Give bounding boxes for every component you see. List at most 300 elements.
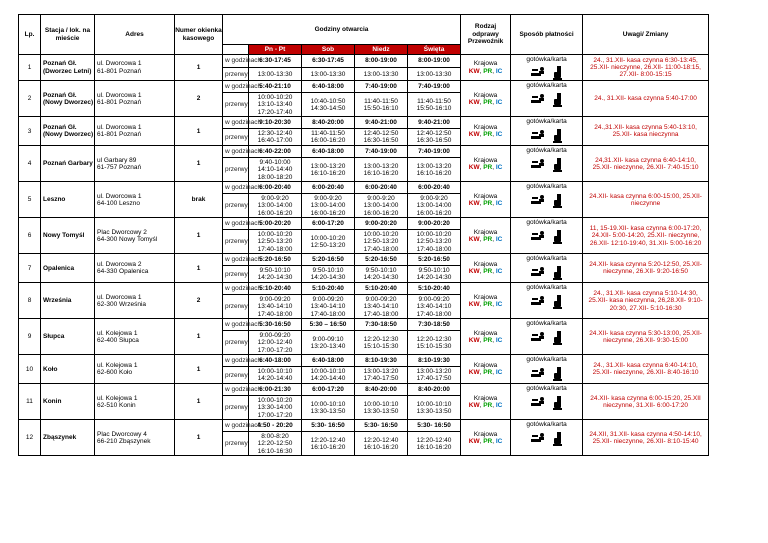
opening-hours: 7:40-19:00: [355, 81, 408, 93]
carrier-types: [461, 301, 510, 308]
break-hours: 13:00-13:20 16:10-16:20: [408, 158, 461, 182]
break-hours: 10:00-10:20 13:30-14:00 17:00-17:20: [249, 396, 302, 420]
address-street: ul. Dworcowa 2: [97, 261, 142, 268]
station-name: Września: [41, 283, 95, 319]
row-lp: 4: [19, 146, 41, 182]
station-address: [95, 254, 175, 283]
carrier-pr: PR: [483, 235, 493, 243]
carrier-types: [461, 402, 510, 409]
payment-cell: [511, 117, 583, 146]
schedule-table: [18, 14, 709, 456]
table-row: [19, 319, 709, 331]
remarks: 24.XII- kasa czynna 6:00-15:20, 25.XII nieczynne, 31.XII- 6:00-17:20: [583, 384, 709, 420]
break-hours: 10:00-10:20 13:10-13:40 17:20-17:40: [249, 93, 302, 117]
payment-icons: [511, 432, 582, 446]
carrier-kw: KW: [468, 98, 480, 106]
payment-cell: [511, 384, 583, 420]
carrier-ic: IC: [495, 437, 503, 445]
break-hours: 12:20-12:30 15:10-15:30: [355, 331, 408, 355]
remarks: 24,31.XII- kasa czynna 6:40-14:10, 25.XII- nieczynne, 26.XII- 7:40-15:10: [583, 146, 709, 182]
opening-hours: 6:00-17:20: [302, 218, 355, 230]
carrier-sep: ,: [479, 67, 482, 75]
break-hours: 12:40-12:50 16:30-16:50: [355, 129, 408, 146]
break-hours: 9:00-09:20 13:40-14:10 17:40-18:00: [355, 295, 408, 319]
payment-cell: [511, 254, 583, 283]
day-sob: Sob: [302, 45, 355, 55]
address-city: 64-300 Nowy Tomyśl: [97, 235, 158, 243]
carrier-ic: IC: [495, 300, 503, 308]
coin-hand-icon: [530, 295, 546, 307]
remarks: 24.,31.XII- kasa czynna 5:40-13:10, 25.XII- kasa nieczynna: [583, 117, 709, 146]
label-w-godzinach: w godzinach: [223, 355, 249, 367]
payment-text: gotówka/karta: [526, 219, 567, 227]
opening-hours: 7:40-19:00: [355, 146, 408, 158]
carrier-cell: [461, 384, 511, 420]
table-row: [19, 283, 709, 295]
window-number: 1: [175, 319, 223, 355]
opening-hours: 9:40-21:00: [355, 117, 408, 129]
opening-hours: 5:10-20:40: [408, 283, 461, 295]
coin-hand-icon: [530, 367, 546, 379]
carrier-pr: PR: [483, 369, 493, 377]
row-lp: 8: [19, 283, 41, 319]
label-w-godzinach: w godzinach: [223, 420, 249, 432]
carrier-cell: [461, 319, 511, 355]
break-hours: 9:00-9:20 13:00-14:00 16:00-16:20: [355, 194, 408, 218]
carrier-name: Krajowa: [473, 394, 498, 402]
payment-cell: [511, 283, 583, 319]
address-street: ul. Kolejowa 1: [97, 362, 138, 369]
card-hand-icon: [552, 266, 564, 280]
opening-hours: 5:30- 16:50: [355, 420, 408, 432]
carrier-types: [461, 369, 510, 376]
window-number: 1: [175, 117, 223, 146]
address-city: 62-600 Koło: [97, 369, 133, 377]
break-hours: 9:00-9:20 13:00-14:00 16:00-16:20: [302, 194, 355, 218]
col-uwagi: Uwagi/ Zmiany: [583, 15, 709, 55]
break-hours: 9:40-10:00 14:10-14:40 18:00-18:20: [249, 158, 302, 182]
card-hand-icon: [552, 295, 564, 309]
coin-hand-icon: [530, 129, 546, 141]
carrier-sep: ,: [479, 437, 482, 445]
break-hours: 10:00-10:20 12:50-13:20: [302, 230, 355, 254]
carrier-sep: ,: [479, 369, 482, 377]
carrier-ic: IC: [495, 199, 503, 207]
carrier-sep: ,: [479, 401, 482, 409]
break-hours: 10:00-10:20 12:50-13:20 17:40-18:00: [355, 230, 408, 254]
payment-cell: [511, 319, 583, 355]
station-name: Słupca: [41, 319, 95, 355]
window-number: 1: [175, 218, 223, 254]
payment-text: gotówka/karta: [526, 356, 567, 364]
break-hours: 9:50-10:10 14:20-14:30: [355, 266, 408, 283]
schedule-body: [19, 55, 709, 456]
payment-icons: [511, 129, 582, 143]
carrier-kw: KW: [468, 235, 480, 243]
station-address: [95, 146, 175, 182]
day-swieta: Święta: [408, 45, 461, 55]
carrier-sep: ,: [492, 131, 495, 139]
break-hours: 12:40-12:50 16:30-16:50: [408, 129, 461, 146]
carrier-ic: IC: [495, 131, 503, 139]
remarks: 24.XII- kasa czynna 6:00-15:00, 25.XII- nieczynne: [583, 182, 709, 218]
payment-icons: [511, 66, 582, 80]
break-hours: 12:20-12:30 15:10-15:30: [408, 331, 461, 355]
address-street: ul. Dworcowa 1: [97, 293, 142, 301]
remarks: 11, 15-19.XII- kasa czynna 6:00-17:20, 24.XII- 5:00-14:20, 25.XII- nieczynne, 26.XII- 12:10-19:40, 31.XII- 5:00-16:20: [583, 218, 709, 254]
address-street: ul. Kolejowa 1: [97, 394, 138, 402]
payment-cell: [511, 355, 583, 384]
label-w-godzinach: w godzinach: [223, 55, 249, 68]
carrier-sep: ,: [479, 131, 482, 139]
carrier-types: [461, 337, 510, 344]
remarks: 24.XII- kasa czynna 5:30-13:00, 25.XII- nieczynne, 26.XII- 9:30-15:00: [583, 319, 709, 355]
row-lp: 2: [19, 81, 41, 117]
table-row: [19, 355, 709, 367]
card-hand-icon: [552, 367, 564, 381]
opening-hours: 8:10-19:30: [355, 355, 408, 367]
carrier-sep: ,: [479, 235, 482, 243]
card-hand-icon: [552, 194, 564, 208]
opening-hours: 6:00-20:40: [302, 182, 355, 194]
card-hand-icon: [552, 230, 564, 244]
carrier-pr: PR: [483, 199, 493, 207]
address-city: 62-510 Konin: [97, 401, 136, 409]
station-address: [95, 283, 175, 319]
coin-hand-icon: [530, 266, 546, 278]
payment-text: gotówka/karta: [526, 385, 567, 393]
station-name: Konin: [41, 384, 95, 420]
row-lp: 7: [19, 254, 41, 283]
row-lp: 10: [19, 355, 41, 384]
address-city: 62-400 Słupca: [97, 336, 139, 344]
table-row: [19, 420, 709, 432]
opening-hours: 8:40-20:00: [408, 384, 461, 396]
carrier-cell: [461, 218, 511, 254]
coin-hand-icon: [530, 66, 546, 78]
opening-hours: 6:00-20:40: [408, 182, 461, 194]
opening-hours: 6:40-22:00: [249, 146, 302, 158]
carrier-sep: ,: [492, 98, 495, 106]
opening-hours: 6:00-20:40: [355, 182, 408, 194]
coin-hand-icon: [530, 158, 546, 170]
opening-hours: 6:40-18:00: [249, 355, 302, 367]
opening-hours: 7:30-18:50: [408, 319, 461, 331]
break-hours: 10:00-10:10 13:30-13:50: [408, 396, 461, 420]
payment-text: gotówka/karta: [526, 421, 567, 429]
table-row: [19, 254, 709, 266]
carrier-name: Krajowa: [473, 156, 498, 164]
col-platnosci: Sposób płatności: [511, 15, 583, 55]
opening-hours: 7:40-19:00: [408, 81, 461, 93]
station-name: Poznań Garbary: [41, 146, 95, 182]
opening-hours: 6:00-21:30: [249, 384, 302, 396]
break-hours: 8:00-8:20 12:20-12:50 16:10-16:30: [249, 432, 302, 456]
break-hours: 9:00-09:20 13:40-14:10 17:40-18:00: [249, 295, 302, 319]
carrier-types: [461, 438, 510, 445]
break-hours: 10:00-10:20 12:50-13:20 17:40-18:00: [249, 230, 302, 254]
station-name: Koło: [41, 355, 95, 384]
table-row: [19, 218, 709, 230]
carrier-sep: ,: [492, 67, 495, 75]
opening-hours: 6:40-18:00: [302, 81, 355, 93]
opening-hours: 4:50 - 20:20: [249, 420, 302, 432]
row-lp: 12: [19, 420, 41, 456]
station-name: Poznań Gł. (Dworzec Letni): [41, 55, 95, 81]
break-hours: 11:40-11:50 15:50-16:10: [355, 93, 408, 117]
row-lp: 3: [19, 117, 41, 146]
coin-hand-icon: [530, 194, 546, 206]
address-city: 62-300 Września: [97, 300, 147, 308]
station-address: [95, 319, 175, 355]
payment-icons: [511, 93, 582, 107]
label-w-godzinach: w godzinach: [223, 319, 249, 331]
carrier-name: Krajowa: [473, 430, 498, 438]
opening-hours: 6:40-18:00: [302, 146, 355, 158]
card-hand-icon: [552, 396, 564, 410]
address-city: 61-801 Poznań: [97, 131, 142, 139]
coin-hand-icon: [530, 432, 546, 444]
carrier-types: [461, 131, 510, 138]
carrier-sep: ,: [479, 98, 482, 106]
carrier-types: [461, 200, 510, 207]
payment-text: gotówka/karta: [526, 118, 567, 126]
carrier-kw: KW: [468, 131, 480, 139]
opening-hours: 8:40-20:00: [355, 384, 408, 396]
break-hours: 10:00-10:20 12:50-13:20 17:40-18:00: [408, 230, 461, 254]
payment-cell: [511, 420, 583, 456]
payment-text: gotówka/karta: [526, 147, 567, 155]
break-hours: 9:00-9:20 13:00-14:00 16:00-16:20: [249, 194, 302, 218]
card-hand-icon: [552, 432, 564, 446]
remarks: 24., 31.XII- kasa czynna 5:40-17:00: [583, 81, 709, 117]
payment-cell: [511, 182, 583, 218]
carrier-pr: PR: [483, 300, 493, 308]
opening-hours: 6:40-18:00: [302, 355, 355, 367]
window-number: 2: [175, 81, 223, 117]
col-odprawy: Rodzaj odprawy Przewoźnik: [461, 15, 511, 55]
break-hours: 13:00-13:30: [249, 68, 302, 81]
opening-hours: 5:30-16:50: [249, 319, 302, 331]
carrier-name: Krajowa: [473, 228, 498, 236]
carrier-name: Krajowa: [473, 329, 498, 337]
carrier-sep: ,: [492, 336, 495, 344]
carrier-cell: [461, 182, 511, 218]
opening-hours: 5:10-20:40: [249, 283, 302, 295]
carrier-kw: KW: [468, 67, 480, 75]
carrier-sep: ,: [492, 235, 495, 243]
break-hours: 13:00-13:20 16:10-16:20: [355, 158, 408, 182]
break-hours: 9:50-10:10 14:20-14:30: [302, 266, 355, 283]
address-street: ul. Dworcowa 1: [97, 192, 142, 200]
carrier-kw: KW: [468, 437, 480, 445]
payment-icons: [511, 367, 582, 381]
window-number: brak: [175, 182, 223, 218]
carrier-types: [461, 68, 510, 75]
window-number: 1: [175, 355, 223, 384]
carrier-types: [461, 236, 510, 243]
carrier-sep: ,: [492, 163, 495, 171]
label-przerwy: przerwy: [223, 230, 249, 254]
carrier-kw: KW: [468, 369, 480, 377]
col-adres: Adres: [95, 15, 175, 55]
label-w-godzinach: w godzinach: [223, 81, 249, 93]
coin-hand-icon: [530, 331, 546, 343]
station-address: [95, 355, 175, 384]
station-name: Nowy Tomyśl: [41, 218, 95, 254]
payment-icons: [511, 295, 582, 309]
opening-hours: 6:00-20:40: [249, 182, 302, 194]
address-city: 64-100 Leszno: [97, 199, 141, 207]
break-hours: 13:00-13:30: [302, 68, 355, 81]
row-lp: 11: [19, 384, 41, 420]
payment-text: gotówka/karta: [526, 255, 567, 263]
window-number: 1: [175, 55, 223, 81]
carrier-ic: IC: [495, 401, 503, 409]
label-przerwy: przerwy: [223, 396, 249, 420]
col-godziny: Godziny otwarcia: [223, 15, 461, 45]
card-hand-icon: [552, 331, 564, 345]
card-hand-icon: [552, 93, 564, 107]
carrier-pr: PR: [483, 131, 493, 139]
carrier-name: Krajowa: [473, 261, 498, 268]
label-przerwy: przerwy: [223, 331, 249, 355]
break-hours: 11:40-11:50 16:00-16:20: [302, 129, 355, 146]
row-lp: 1: [19, 55, 41, 81]
carrier-name: Krajowa: [473, 192, 498, 200]
opening-hours: 6:30-17:45: [302, 55, 355, 68]
label-w-godzinach: w godzinach: [223, 146, 249, 158]
payment-text: gotówka/karta: [526, 320, 567, 328]
label-przerwy: przerwy: [223, 266, 249, 283]
carrier-cell: [461, 355, 511, 384]
payment-cell: [511, 146, 583, 182]
remarks: 24., 31.XII- kasa czynna 5:10-14:30, 25.XII- kasa nieczynna, 26,28.XII- 9:10-20:30, 27.XII- 5:10-16:30: [583, 283, 709, 319]
payment-text: gotówka/karta: [526, 82, 567, 90]
col-okienka: Numer okienka kasowego: [175, 15, 223, 55]
break-hours: 13:00-13:20 17:40-17:50: [408, 367, 461, 384]
station-name: Poznań Gł. (Nowy Dworzec): [41, 81, 95, 117]
carrier-pr: PR: [483, 401, 493, 409]
label-w-godzinach: w godzinach: [223, 218, 249, 230]
payment-text: gotówka/karta: [526, 284, 567, 292]
label-przerwy: przerwy: [223, 194, 249, 218]
opening-hours: 9:00-20:20: [355, 218, 408, 230]
day-niedz: Niedz: [355, 45, 408, 55]
opening-hours: 8:00-19:00: [408, 55, 461, 68]
station-address: [95, 182, 175, 218]
break-hours: 10:00-10:10 14:20-14:40: [249, 367, 302, 384]
carrier-ic: IC: [495, 268, 503, 276]
opening-hours: 6:00-17:20: [302, 384, 355, 396]
break-hours: 9:00-9:20 13:00-14:00 16:00-16:20: [408, 194, 461, 218]
table-row: [19, 146, 709, 158]
break-hours: 9:50-10:10 14:20-14:30: [249, 266, 302, 283]
col-lp: Lp.: [19, 15, 41, 55]
carrier-kw: KW: [468, 268, 480, 276]
address-city: 61-801 Poznań: [97, 67, 142, 75]
remarks: 24.XII, 31.XII- kasa czynna 4:50-14:10, 25.XII- nieczynne, 26.XII- 8:10-15:40: [583, 420, 709, 456]
payment-cell: [511, 81, 583, 117]
card-hand-icon: [552, 129, 564, 143]
break-hours: 12:30-12:40 16:40-17:00: [249, 129, 302, 146]
row-lp: 6: [19, 218, 41, 254]
carrier-name: Krajowa: [473, 124, 498, 131]
address-street: ul. Dworcowa 1: [97, 60, 142, 68]
break-hours: 13:00-13:30: [408, 68, 461, 81]
carrier-sep: ,: [492, 437, 495, 445]
carrier-ic: IC: [495, 163, 503, 171]
table-row: [19, 81, 709, 93]
opening-hours: 7:40-19:00: [408, 146, 461, 158]
break-hours: 12:20-12:40 16:10-16:20: [355, 432, 408, 456]
carrier-ic: IC: [495, 98, 503, 106]
opening-hours: 5:20-16:50: [302, 254, 355, 266]
station-address: [95, 81, 175, 117]
label-przerwy: przerwy: [223, 68, 249, 81]
carrier-sep: ,: [492, 369, 495, 377]
carrier-name: Krajowa: [473, 362, 498, 369]
opening-hours: 8:00-19:00: [355, 55, 408, 68]
label-w-godzinach: w godzinach: [223, 117, 249, 129]
window-number: 1: [175, 420, 223, 456]
carrier-sep: ,: [492, 268, 495, 276]
station-address: [95, 384, 175, 420]
remarks: 24., 31.XII- kasa czynna 6:30-13:45, 25.XII- nieczynne, 26.XII- 11:00-18:15, 27.XII- 8:00-15:15: [583, 55, 709, 81]
window-number: 2: [175, 283, 223, 319]
carrier-sep: ,: [479, 163, 482, 171]
carrier-pr: PR: [483, 67, 493, 75]
break-hours: 10:00-10:10 13:30-13:50: [302, 396, 355, 420]
address-street: ul. Dworcowa 1: [97, 91, 142, 99]
break-hours: 12:20-12:40 16:10-16:20: [408, 432, 461, 456]
label-przerwy: przerwy: [223, 367, 249, 384]
carrier-cell: [461, 254, 511, 283]
table-row: [19, 182, 709, 194]
break-hours: 10:00-10:10 14:20-14:40: [302, 367, 355, 384]
label-przerwy: przerwy: [223, 158, 249, 182]
address-city: 61-757 Poznań: [97, 163, 142, 171]
break-hours: 9:00-09:20 13:40-14:10 17:40-18:00: [408, 295, 461, 319]
break-hours: 12:20-12:40 16:10-16:20: [302, 432, 355, 456]
carrier-cell: [461, 81, 511, 117]
day-pn-pt: Pn - Pt: [249, 45, 302, 55]
carrier-pr: PR: [483, 98, 493, 106]
col-stacja: Stacja / lok. na mieście: [41, 15, 95, 55]
carrier-sep: ,: [492, 401, 495, 409]
carrier-sep: ,: [492, 300, 495, 308]
station-address: [95, 55, 175, 81]
payment-text: gotówka/karta: [526, 56, 567, 63]
remarks: 24.XII- kasa czynna 5:20-12:50, 25.XII- nieczynne, 26.XII- 9:20-16:50: [583, 254, 709, 283]
label-w-godzinach: w godzinach: [223, 384, 249, 396]
label-przerwy: przerwy: [223, 129, 249, 146]
carrier-pr: PR: [483, 163, 493, 171]
carrier-cell: [461, 146, 511, 182]
carrier-name: Krajowa: [473, 60, 498, 68]
opening-hours: 6:30-17:45: [249, 55, 302, 68]
opening-hours: 5:40-21:10: [249, 81, 302, 93]
payment-icons: [511, 331, 582, 345]
payment-text: gotówka/karta: [526, 183, 567, 191]
station-address: [95, 117, 175, 146]
carrier-kw: KW: [468, 401, 480, 409]
payment-icons: [511, 230, 582, 244]
carrier-name: Krajowa: [473, 91, 498, 99]
opening-hours: 8:10-19:30: [408, 355, 461, 367]
address-street: ul. Kolejowa 1: [97, 329, 138, 337]
carrier-sep: ,: [479, 199, 482, 207]
